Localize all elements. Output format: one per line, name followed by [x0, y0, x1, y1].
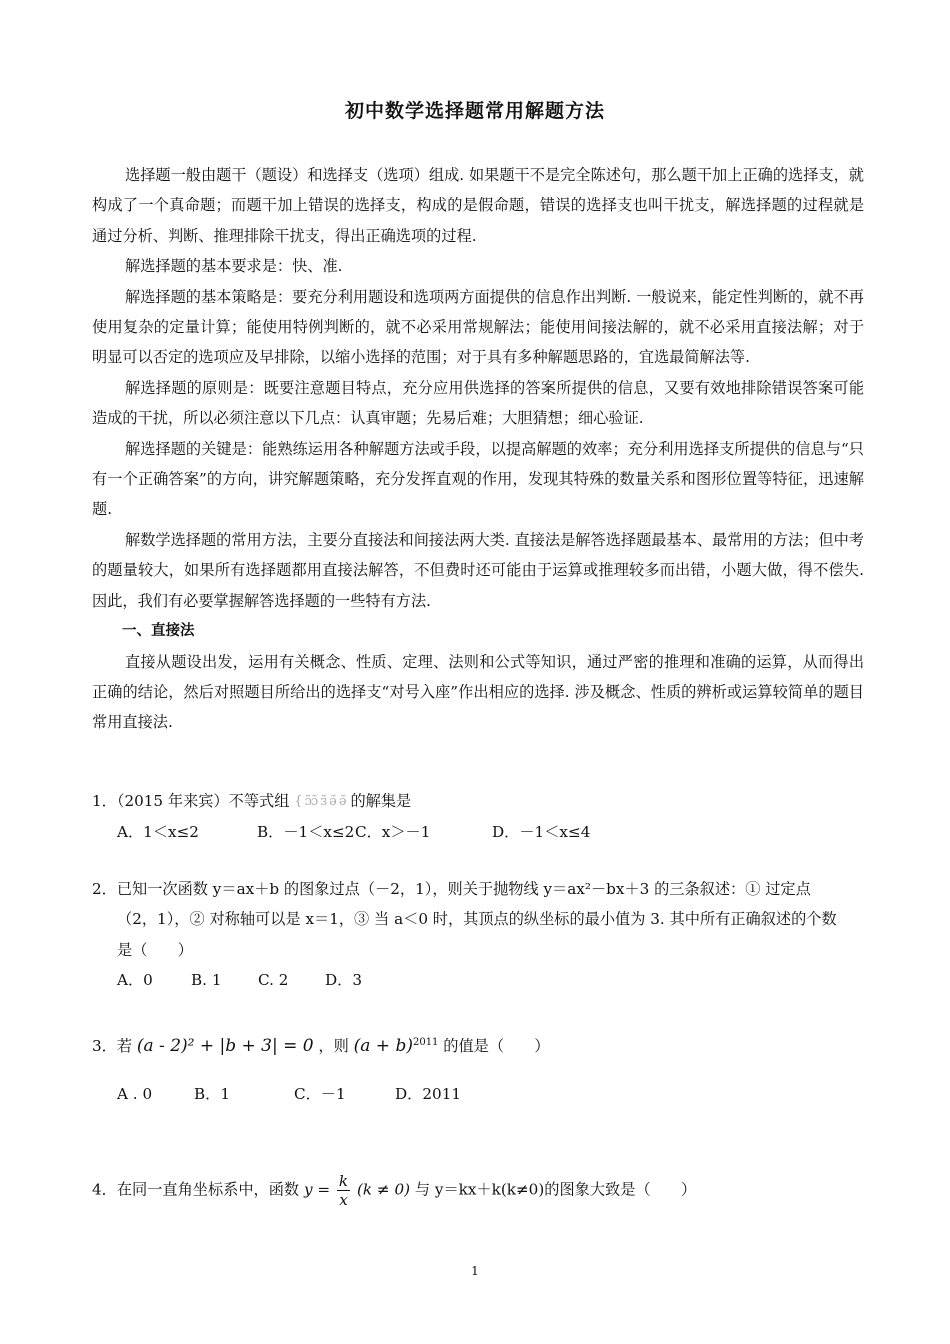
- intro-paragraph: 解选择题的关键是：能熟练运用各种解题方法或手段，以提高解题的效率；充分利用选择支所提供的信息与“只有一个正确答案”的方向，讲究解题策略，充分发挥直观的作用，发现其特殊的数量关系和图形位置等特征，迅速解题.: [92, 439, 864, 519]
- options-row: [92, 817, 864, 847]
- fraction-numerator: k: [338, 1172, 349, 1190]
- option-d: D．3: [325, 971, 363, 990]
- question-4: [92, 1172, 864, 1209]
- question-3: [92, 1028, 864, 1110]
- intro-paragraph: 解选择题的原则是：既要注意题目特点，充分应用供选择的答案所提供的信息，又要有效地排除错误答案可能造成的干扰，所以必须注意以下几点：认真审题；先易后难；大胆猜想；细心验证.: [92, 378, 864, 428]
- options-row: [92, 965, 864, 995]
- exponent: 2011: [412, 1037, 439, 1048]
- intro-paragraph: 解数学选择题的常用方法，主要分直接法和间接法两大类. 直接法是解答选择题最基本、最常用的方法；但中考的题量较大，如果所有选择题都用直接法解答，不但费时还可能由于运算或推理较多而出错，小题大做，得不偿失. 因此，我们有必要掌握解答选择题的一些特有方法.: [92, 530, 864, 610]
- question-stem: 的值是（ ）: [443, 1037, 550, 1056]
- question-stem: 的解集是: [350, 792, 412, 810]
- section-paragraph: 直接从题设出发，运用有关概念、性质、定理、法则和公式等知识，通过严密的推理和准确的运算，从而得出正确的结论，然后对照题目所给出的选择支“对号入座”作出相应的选择. 涉及概念、性质的辨析或运算较简单的题目常用直接法.: [92, 652, 864, 732]
- section-heading: 一、直接法: [122, 623, 195, 640]
- condition: (k ≠ 0): [356, 1180, 411, 1199]
- option-d: D．2011: [395, 1085, 462, 1104]
- options-row: [92, 1079, 864, 1109]
- question-stem: ，则: [318, 1037, 349, 1056]
- function-lhs: y =: [303, 1180, 331, 1199]
- option-b: B．－1＜x≤2: [257, 823, 355, 842]
- inequality-system-image: { ɔ̃ɔ̃ ɜ̃ ǝ̃ ǝ̃: [294, 793, 346, 809]
- option-c: C．－1: [294, 1085, 346, 1104]
- option-c: C. 2: [258, 971, 289, 990]
- question-stem: 1．（2015 年来宾）不等式组: [92, 792, 290, 810]
- page-title: 初中数学选择题常用解题方法: [344, 100, 605, 122]
- question-stem: 与 y＝kx＋k(k≠0)的图象大致是（ ）: [414, 1180, 697, 1199]
- option-a: A . 0: [117, 1085, 153, 1104]
- intro-section: [92, 160, 864, 738]
- intro-paragraph: 解选择题的基本要求是：快、准.: [125, 257, 343, 276]
- question-1: [92, 786, 864, 848]
- option-c: C．x＞－1: [355, 823, 431, 842]
- question-stem: （2，1），② 对称轴可以是 x＝1，③ 当 a＜0 时，其顶点的纵坐标的最小值为 3. 其中所有正确叙述的个数: [117, 910, 837, 929]
- option-a: A．1＜x≤2: [117, 823, 199, 842]
- question-stem: 3．若: [92, 1037, 133, 1056]
- equation: (a - 2)² + |b + 3| = 0: [136, 1036, 314, 1057]
- expression: (a + b): [353, 1036, 413, 1057]
- question-stem: 是（ ）: [117, 940, 193, 959]
- option-d: D．－1＜x≤4: [492, 823, 591, 842]
- option-a: A．0: [117, 971, 153, 990]
- fraction-denominator: x: [339, 1191, 348, 1209]
- intro-paragraph: 解选择题的基本策略是：要充分利用题设和选项两方面提供的信息作出判断. 一般说来，能定性判断的，就不再使用复杂的定量计算；能使用特例判断的，就不必采用常规解法；能使用间接法解的，就不必采用直接法解；对于明显可以否定的选项应及早排除，以缩小选择的范围；对于具有多种解题思路的，宜选最简解法等.: [92, 287, 864, 367]
- option-b: B．1: [194, 1085, 231, 1104]
- question-stem: 2．已知一次函数 y＝ax＋b 的图象过点（－2，1），则关于抛物线 y＝ax²－bx＋3 的三条叙述：① 过定点: [92, 880, 811, 898]
- question-2: [92, 874, 864, 996]
- question-stem: 4．在同一直角坐标系中，函数: [92, 1180, 300, 1199]
- fraction: [337, 1172, 350, 1209]
- option-b: B. 1: [191, 971, 222, 990]
- page-number: 1: [471, 1264, 479, 1278]
- intro-paragraph: 选择题一般由题干（题设）和选择支（选项）组成. 如果题干不是完全陈述句，那么题干加上正确的选择支，就构成了一个真命题；而题干加上错误的选择支，构成的是假命题，错误的选择支也叫干扰支，解选择题的过程就是通过分析、判断、推理排除干扰支，得出正确选项的过程.: [92, 166, 864, 245]
